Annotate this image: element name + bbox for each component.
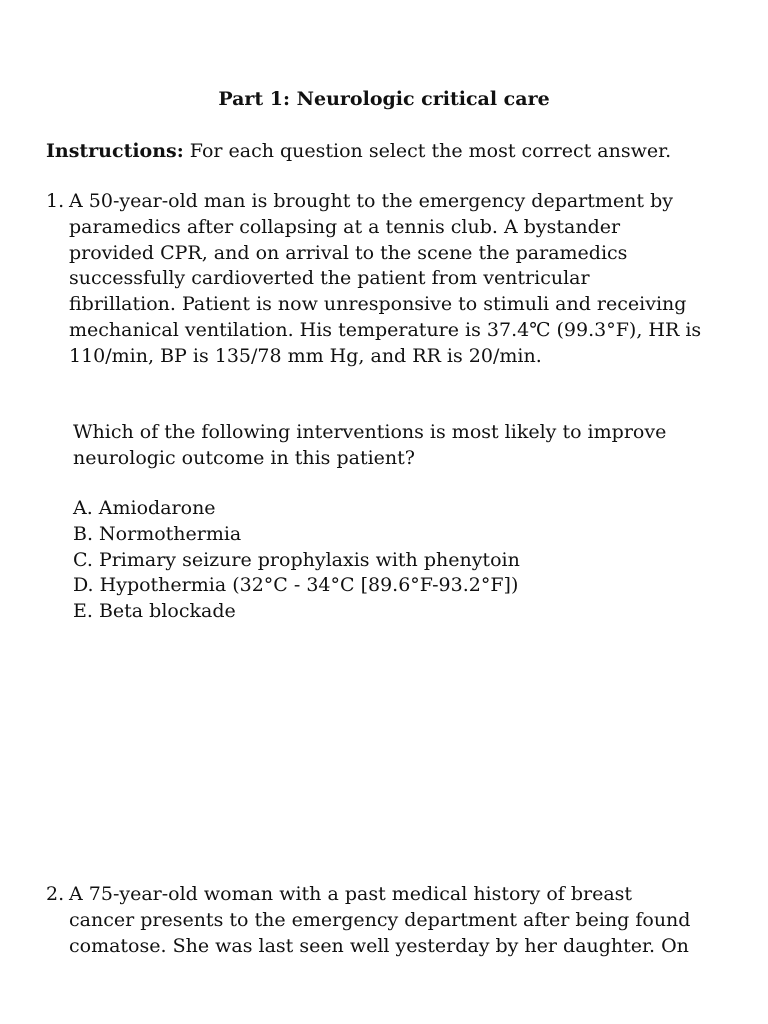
question-line: fibrillation. Patient is now unresponsive to stimuli and receiving: [69, 293, 687, 316]
instructions: [46, 138, 726, 164]
question-line: mechanical ventilation. His temperature is 37.4℃ (99.3°F), HR is: [69, 318, 702, 341]
answer-option-a: A. Amiodarone: [73, 497, 216, 519]
question-2: [46, 882, 736, 959]
question-stem: [69, 882, 734, 959]
question-line: cancer presents to the emergency department after being found: [69, 908, 691, 931]
question-number: 1.: [46, 190, 65, 212]
question-line: successfully cardioverted the patient from ventricular: [69, 267, 590, 290]
instructions-text: For each question select the most correct answer.: [183, 140, 672, 162]
prompt-line: Which of the following interventions is most likely to improve: [73, 421, 667, 443]
instructions-label: Instructions:: [46, 140, 184, 162]
page-title: Part 1: Neurologic critical care: [218, 88, 550, 110]
question-number: 2.: [46, 883, 65, 905]
answer-option-e: E. Beta blockade: [73, 600, 236, 623]
answer-options: [73, 496, 733, 625]
question-line: A 75-year-old woman with a past medical history of breast: [69, 883, 633, 905]
question-1: [46, 189, 736, 370]
question-line: A 50-year-old man is brought to the emergency department by: [69, 190, 673, 212]
question-line: provided CPR, and on arrival to the scene the paramedics: [69, 241, 628, 264]
question-line: comatose. She was last seen well yesterday by her daughter. On: [69, 934, 689, 957]
answer-option-b: B. Normothermia: [73, 522, 242, 545]
answer-option-c: C. Primary seizure prophylaxis with phenytoin: [73, 548, 520, 571]
question-prompt: [73, 420, 733, 472]
question-stem: [69, 189, 734, 370]
prompt-line: neurologic outcome in this patient?: [73, 446, 415, 469]
answer-option-d: D. Hypothermia (32°C - 34°C [89.6°F-93.2°F]): [73, 574, 519, 597]
question-line: paramedics after collapsing at a tennis club. A bystander: [69, 215, 621, 238]
question-line: 110/min, BP is 135/78 mm Hg, and RR is 20/min.: [69, 344, 542, 367]
